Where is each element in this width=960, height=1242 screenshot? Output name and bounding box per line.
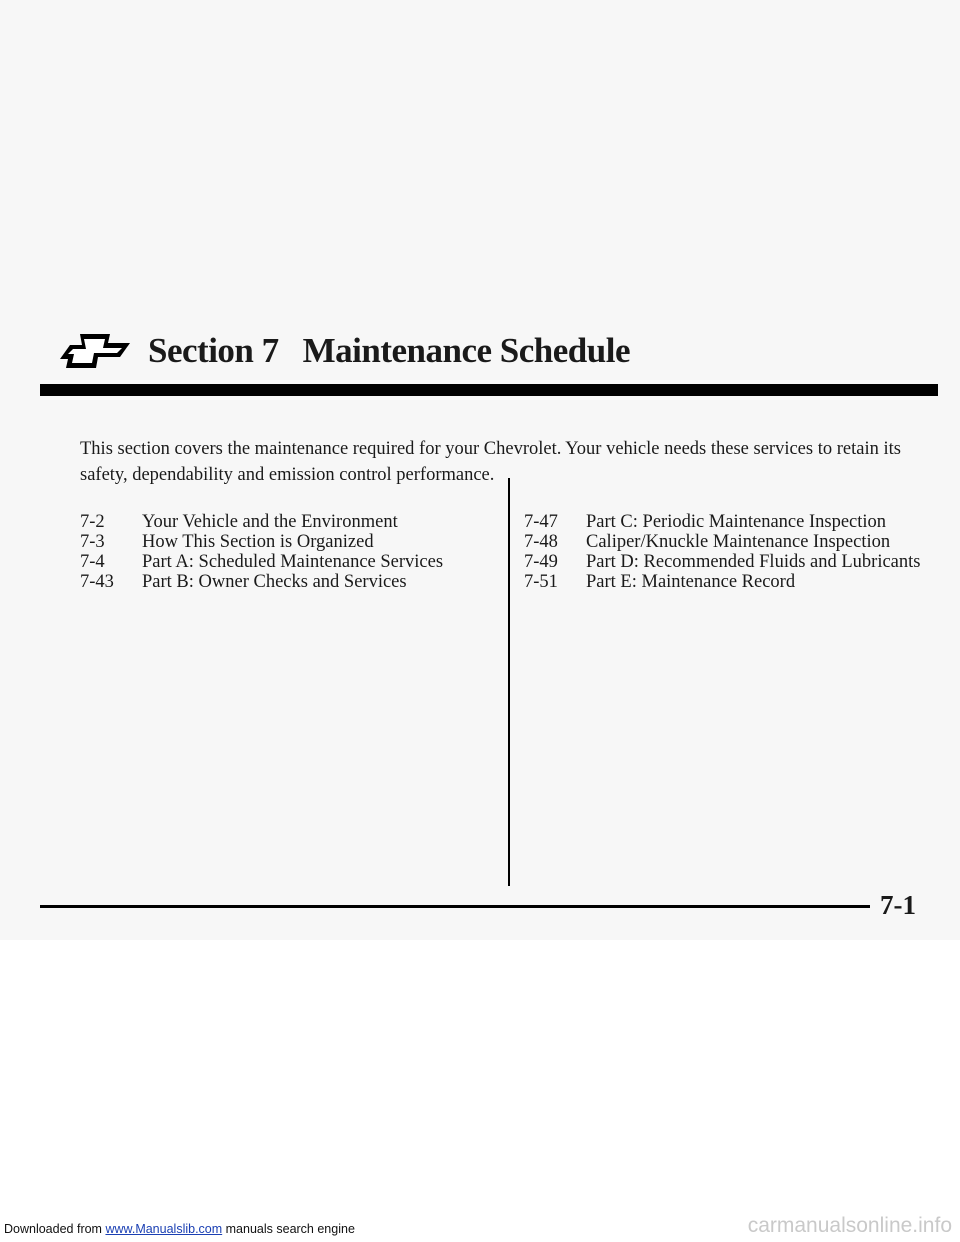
download-notice-suffix: manuals search engine bbox=[222, 1222, 355, 1236]
toc-entry bbox=[524, 572, 944, 592]
toc-page-ref: 7-51 bbox=[524, 572, 558, 592]
toc-entry bbox=[80, 532, 500, 552]
toc-page-ref: 7-4 bbox=[80, 552, 105, 572]
toc-entry-title: Part B: Owner Checks and Services bbox=[142, 572, 407, 592]
toc-left-column bbox=[80, 512, 500, 592]
toc-entry-title: Part C: Periodic Maintenance Inspection bbox=[586, 512, 887, 532]
toc-page-ref: 7-43 bbox=[80, 572, 114, 592]
toc-entry bbox=[80, 572, 500, 592]
chevrolet-bowtie-logo bbox=[60, 334, 130, 368]
toc-entry-title: Part E: Maintenance Record bbox=[586, 572, 796, 592]
page-number: 7-1 bbox=[880, 890, 916, 920]
column-divider bbox=[508, 478, 510, 886]
toc-page-ref: 7-48 bbox=[524, 532, 558, 552]
toc-entry bbox=[524, 512, 944, 532]
toc-page-ref: 7-49 bbox=[524, 552, 558, 572]
toc-entry bbox=[524, 552, 944, 572]
toc-page-ref: 7-47 bbox=[524, 512, 558, 532]
section-header bbox=[60, 326, 630, 376]
toc-entry bbox=[80, 512, 500, 532]
manualslib-link[interactable]: www.Manualslib.com bbox=[105, 1222, 223, 1236]
toc-right-column bbox=[524, 512, 944, 592]
toc-entry-title: Part D: Recommended Fluids and Lubricants bbox=[586, 552, 921, 572]
toc-page-ref: 7-3 bbox=[80, 532, 105, 552]
toc-entry-title: Part A: Scheduled Maintenance Services bbox=[142, 552, 444, 572]
section-title: Maintenance Schedule bbox=[302, 331, 630, 370]
toc-entry-title: Caliper/Knuckle Maintenance Inspection bbox=[586, 532, 891, 552]
intro-paragraph: This section covers the maintenance required for your Chevrolet. Your vehicle needs these services to retain its safety, dependability and emission control performance. bbox=[80, 439, 901, 485]
toc-entry-title: How This Section is Organized bbox=[142, 532, 374, 552]
watermark: carmanualsonline.info bbox=[747, 1214, 952, 1237]
toc-entry-title: Your Vehicle and the Environment bbox=[142, 512, 398, 532]
title-rule bbox=[40, 384, 938, 396]
download-notice bbox=[4, 1222, 355, 1236]
toc-entry bbox=[524, 532, 944, 552]
section-number: Section 7 bbox=[148, 331, 279, 370]
toc-entry bbox=[80, 552, 500, 572]
download-notice-prefix: Downloaded from bbox=[4, 1222, 106, 1236]
toc-page-ref: 7-2 bbox=[80, 512, 105, 532]
footer-rule bbox=[40, 905, 870, 908]
